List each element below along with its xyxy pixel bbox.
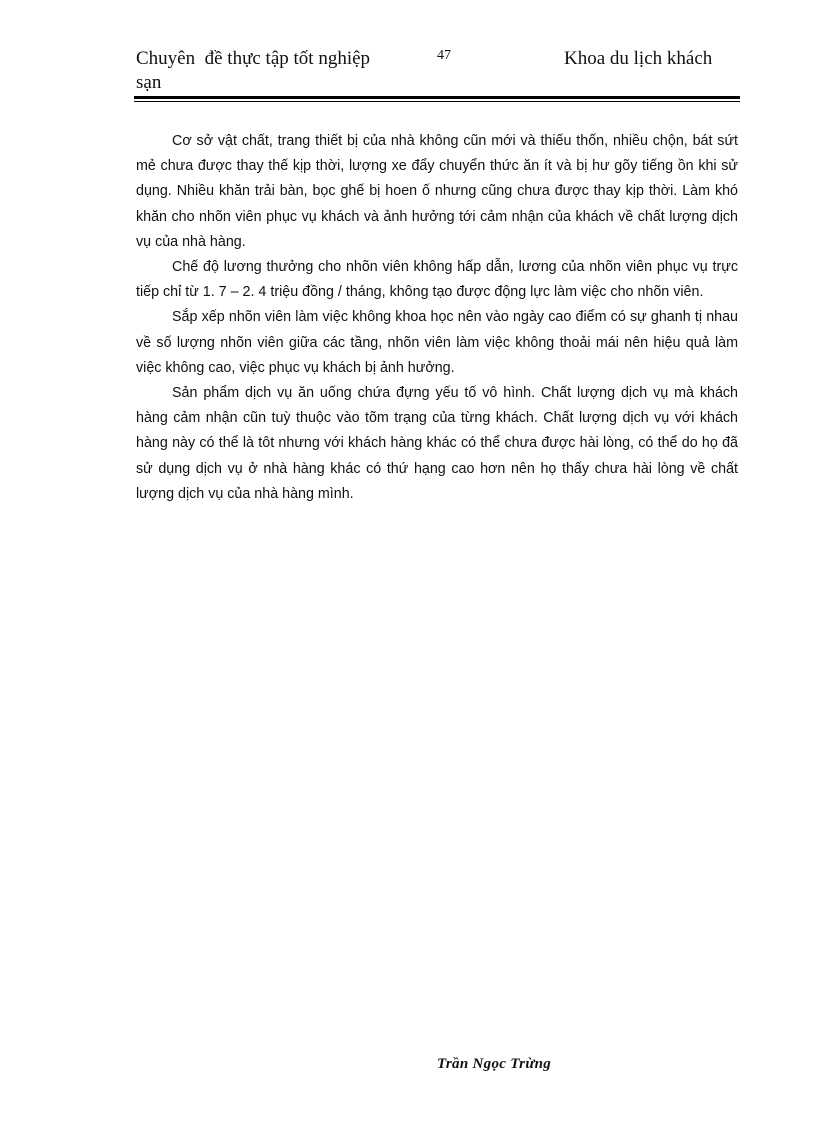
- paragraph: Sản phẩm dịch vụ ăn uống chứa đựng yếu tố vô hình. Chất lượng dịch vụ mà khách hàng cảm nhận cũn tuỳ thuộc vào tõm trạng của từng khách. Chất lượng dịch vụ với khách hàng này có thể là tôt nhưng với khách hàng khác có thể chưa được hài lòng, có thể do họ đã sử dụng dịch vụ ở nhà hàng khác có thứ hạng cao hơn nên họ thấy chưa hài lòng về chất lượng dịch vụ của nhà hàng mình.: [136, 385, 738, 502]
- header-rule-thick: [134, 96, 740, 99]
- paragraph: Cơ sở vật chất, trang thiết bị của nhà không cũn mới và thiếu thốn, nhiều chộn, bát sứt mẻ chưa được thay thế kịp thời, lượng xe đẩy chuyển thức ăn ít và bị hư gõy tiếng ồn khi sử dụng. Nhiều khăn trải bàn, bọc ghế bị hoen ố nhưng cũng chưa được thay kịp thời. Làm khó khăn cho nhõn viên phục vụ khách và ảnh hưởng tới cảm nhận của khách về chất lượng dịch vụ của nhà hàng.: [136, 133, 738, 250]
- header-right-title: Khoa du lịch khách: [564, 48, 713, 69]
- paragraph: Sắp xếp nhõn viên làm việc không khoa học nên vào ngày cao điểm có sự ghanh tị nhau về số lượng nhõn viên giữa các tầng, nhõn viên làm việc không thoải mái nên hiệu quả làm việc không cao, việc phục vụ khách bị ảnh hưởng.: [136, 309, 738, 376]
- body-text: [136, 129, 738, 507]
- footer-signature: Trần Ngọc Trừng: [437, 1056, 552, 1072]
- paragraph: Chế độ lương thưởng cho nhõn viên không hấp dẫn, lương của nhõn viên phục vụ trực tiếp chỉ từ 1. 7 – 2. 4 triệu đồng / tháng, không tạo được động lực làm việc cho nhõn viên.: [136, 259, 738, 301]
- header-left-title: Chuyên đề thực tập tốt nghiệp sạn: [136, 48, 371, 93]
- header-rule-thin: [134, 101, 740, 102]
- page-number: 47: [437, 48, 451, 63]
